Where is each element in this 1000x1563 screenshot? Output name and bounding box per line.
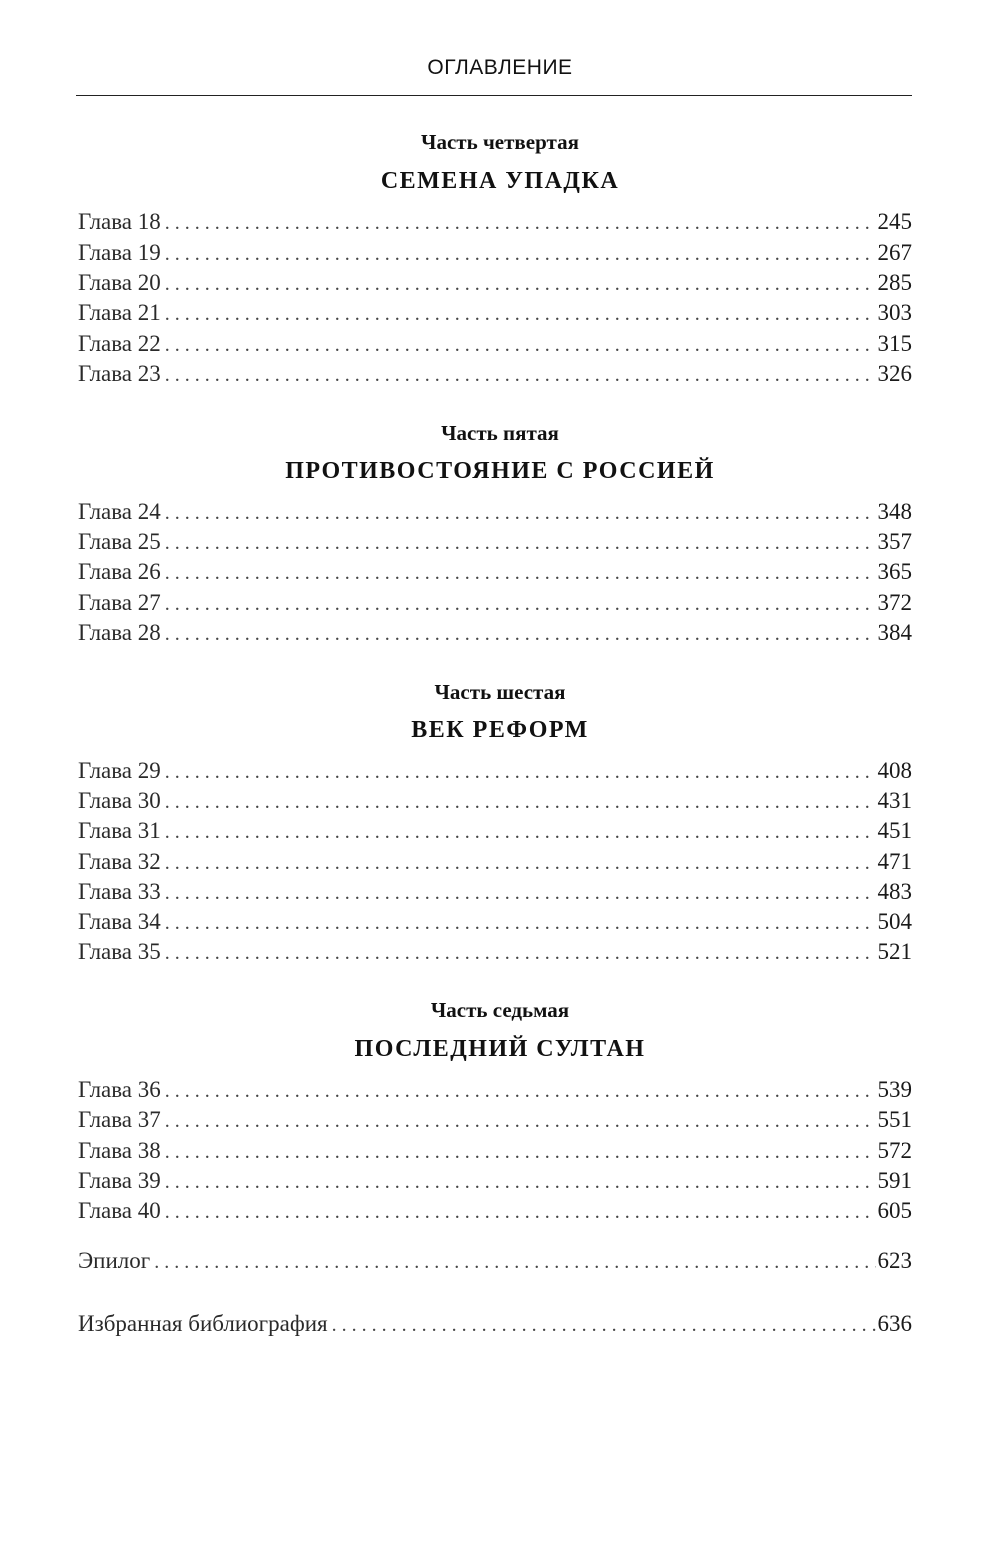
- toc-entry-page: 245: [877, 209, 912, 234]
- toc-entry-label: Глава 26: [78, 559, 161, 584]
- dot-leader: [165, 334, 876, 357]
- toc-entry-label: Глава 31: [78, 818, 161, 843]
- dot-leader: [165, 212, 876, 235]
- part-label: Часть шестая: [434, 680, 566, 704]
- toc-entry[interactable]: [78, 879, 912, 909]
- toc-entry-page: 408: [877, 758, 912, 783]
- dot-leader: [165, 273, 876, 296]
- toc-entry[interactable]: [78, 1107, 912, 1137]
- dot-leader: [165, 303, 876, 326]
- toc-entry-label: Избранная библиография: [78, 1311, 328, 1336]
- toc-entry-page: 372: [877, 590, 912, 615]
- dot-leader: [165, 882, 876, 905]
- toc-entry-page: 572: [877, 1138, 912, 1163]
- toc-entry[interactable]: [78, 939, 912, 969]
- toc-entry-label: Глава 20: [78, 270, 161, 295]
- toc-entry-label: Эпилог: [78, 1248, 151, 1273]
- dot-leader: [165, 364, 876, 387]
- dot-leader: [165, 942, 876, 965]
- dot-leader: [332, 1314, 876, 1337]
- toc-entry-label: Глава 27: [78, 590, 161, 615]
- toc-entry[interactable]: [78, 1168, 912, 1198]
- dot-leader: [165, 1110, 876, 1133]
- dot-leader: [165, 761, 876, 784]
- toc-entry-page: 384: [877, 620, 912, 645]
- dot-leader: [165, 593, 876, 616]
- toc-entry-label: Глава 30: [78, 788, 161, 813]
- dot-leader: [165, 852, 876, 875]
- dot-leader: [165, 791, 876, 814]
- toc-entry-page: 303: [877, 300, 912, 325]
- part-title: ПРОТИВОСТОЯНИЕ С РОССИЕЙ: [285, 458, 715, 484]
- toc-entry[interactable]: [78, 361, 912, 391]
- part-title: ВЕК РЕФОРМ: [411, 717, 589, 743]
- toc-entry[interactable]: [78, 849, 912, 879]
- toc-entry-page: 357: [877, 529, 912, 554]
- toc-entry-page: 551: [877, 1107, 912, 1132]
- toc-entry-label: Глава 39: [78, 1168, 161, 1193]
- part-title: ПОСЛЕДНИЙ СУЛТАН: [354, 1036, 646, 1062]
- dot-leader: [165, 1141, 876, 1164]
- toc-entry-label: Глава 25: [78, 529, 161, 554]
- toc-entry[interactable]: [78, 1138, 912, 1168]
- toc-entry-page: 267: [877, 240, 912, 265]
- dot-leader: [165, 1080, 876, 1103]
- toc-entry-label: Глава 19: [78, 240, 161, 265]
- part-label: Часть пятая: [441, 421, 559, 445]
- toc-entry[interactable]: [78, 240, 912, 270]
- dot-leader: [165, 1171, 876, 1194]
- toc-entry-page: 285: [877, 270, 912, 295]
- toc-entry[interactable]: [78, 331, 912, 361]
- toc-entry-label: Глава 36: [78, 1077, 161, 1102]
- toc-entry-page: 315: [877, 331, 912, 356]
- toc-entry-label: Глава 22: [78, 331, 161, 356]
- toc-entry[interactable]: [78, 1198, 912, 1228]
- toc-entry-page: 471: [877, 849, 912, 874]
- toc-entry-page: 539: [877, 1077, 912, 1102]
- part-label: Часть седьмая: [430, 998, 570, 1022]
- toc-entry-label: Глава 33: [78, 879, 161, 904]
- dot-leader: [165, 243, 876, 266]
- toc-entry[interactable]: [78, 788, 912, 818]
- toc-entry-page: 605: [877, 1198, 912, 1223]
- toc-entry[interactable]: [78, 529, 912, 559]
- part-label: Часть четвертая: [421, 130, 579, 154]
- toc-entry-page: 326: [877, 361, 912, 386]
- toc-entry-label: Глава 35: [78, 939, 161, 964]
- dot-leader: [165, 502, 876, 525]
- dot-leader: [154, 1251, 875, 1274]
- dot-leader: [165, 912, 876, 935]
- toc-entry[interactable]: [78, 590, 912, 620]
- toc-entry-page: 451: [877, 818, 912, 843]
- toc-entry-epilogue[interactable]: [78, 1248, 912, 1278]
- toc-entry-label: Глава 29: [78, 758, 161, 783]
- toc-entry-label: Глава 37: [78, 1107, 161, 1132]
- toc-entry-page: 623: [877, 1248, 912, 1273]
- toc-entry[interactable]: [78, 300, 912, 330]
- toc-entry-label: Глава 21: [78, 300, 161, 325]
- toc-entry-page: 365: [877, 559, 912, 584]
- toc-entry-page: 636: [877, 1311, 912, 1336]
- toc-entry-page: 591: [877, 1168, 912, 1193]
- toc-entry[interactable]: [78, 1077, 912, 1107]
- toc-entry[interactable]: [78, 559, 912, 589]
- part-title: СЕМЕНА УПАДКА: [380, 168, 620, 194]
- dot-leader: [165, 1201, 876, 1224]
- toc-entry-label: Глава 28: [78, 620, 161, 645]
- dot-leader: [165, 532, 876, 555]
- toc-entry-page: 521: [877, 939, 912, 964]
- toc-entry-label: Глава 18: [78, 209, 161, 234]
- toc-entry-label: Глава 24: [78, 499, 161, 524]
- toc-entry-label: Глава 38: [78, 1138, 161, 1163]
- toc-entry[interactable]: [78, 909, 912, 939]
- toc-entry-page: 483: [877, 879, 912, 904]
- toc-entry[interactable]: [78, 758, 912, 788]
- dot-leader: [165, 562, 876, 585]
- toc-entry-label: Глава 34: [78, 909, 161, 934]
- toc-entry[interactable]: [78, 818, 912, 848]
- toc-entry-bibliography[interactable]: [78, 1311, 912, 1341]
- toc-entry[interactable]: [78, 620, 912, 650]
- toc-entry-label: Глава 23: [78, 361, 161, 386]
- toc-entry-page: 504: [877, 909, 912, 934]
- toc-entry-page: 348: [877, 499, 912, 524]
- toc-entry[interactable]: [78, 270, 912, 300]
- toc-entry-label: Глава 32: [78, 849, 161, 874]
- toc-entry-page: 431: [877, 788, 912, 813]
- header-rule: [76, 95, 912, 96]
- toc-entry[interactable]: [78, 499, 912, 529]
- toc-entry[interactable]: [78, 209, 912, 239]
- dot-leader: [165, 623, 876, 646]
- dot-leader: [165, 821, 876, 844]
- running-head: ОГЛАВЛЕНИЕ: [427, 56, 573, 79]
- toc-entry-label: Глава 40: [78, 1198, 161, 1223]
